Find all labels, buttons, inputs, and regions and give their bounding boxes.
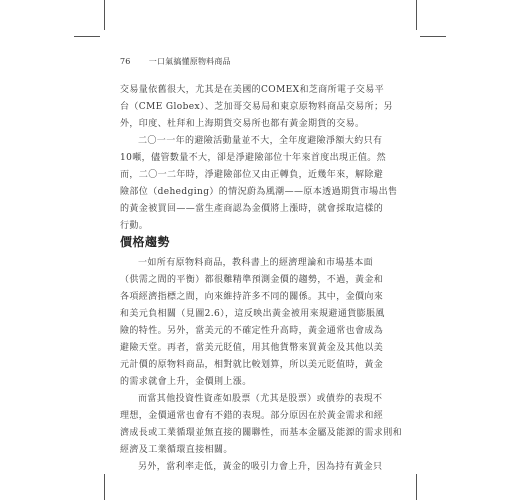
text-line: 險的特性。另外，當美元的不確定性升高時，黃金通常也會成為: [120, 326, 384, 336]
page-number: 76: [120, 57, 131, 66]
text-line: 交易量依舊很大，尤其是在美國的COMEX和芝商所電子交易平: [120, 85, 385, 95]
text-line: 經濟及工業循環直接相關。: [120, 445, 233, 455]
crop-mark-top-right-v: [416, 0, 417, 30]
crop-mark-bottom-right-v: [416, 474, 417, 500]
paragraph-block-2: [120, 255, 404, 476]
text-line: 一如所有原物料商品，教科書上的經濟理論和市場基本面: [138, 258, 374, 268]
text-line: 險部位（dehedging）的情況蔚為風潮——原本透過期貨市場出售: [120, 187, 398, 197]
crop-mark-top-right-h: [420, 36, 446, 37]
text-line: 10噸，儘管數量不大，卻是淨避險部位十年來首度出現正值。然: [120, 153, 387, 163]
text-line: 濟成長或工業循環並無直接的關聯性，而基本金屬及能源的需求則和: [120, 428, 403, 438]
text-line: 的需求就會上升，金價則上漲。: [120, 377, 252, 387]
text-line: 二〇一一年的避險活動量並不大，全年度避險淨額大約只有: [138, 136, 383, 146]
crop-mark-bottom-left-v: [104, 474, 105, 500]
text-line: 行動。: [120, 221, 149, 231]
text-line: 而，二〇一二年時，淨避險部位又由正轉負，近幾年來，解除避: [120, 170, 384, 180]
crop-mark-top-left-h: [74, 36, 100, 37]
text-line: 而當其他投資性資產如股票（尤其是股票）或債券的表現不: [138, 394, 383, 404]
book-title: 一口氣搞懂原物料商品: [148, 57, 231, 66]
running-header: [120, 56, 231, 67]
text-line: 各項經濟指標之間，向來維持許多不同的關係。其中，金價向來: [120, 292, 384, 302]
paragraph-block-1: [120, 82, 404, 235]
text-line: 和美元負相關（見圖2.6），這反映出黃金被用來規避通貨膨脹風: [120, 309, 385, 319]
text-line: 理想，金價通常也會有不錯的表現。部分原因在於黃金需求和經: [120, 411, 384, 421]
text-line: 台（CME Globex）、芝加哥交易局和東京原物料商品交易所；另: [120, 102, 393, 112]
text-line: 元計價的原物料商品，相對就比較划算，所以美元貶值時，黃金: [120, 360, 384, 370]
text-line: 外，印度、杜拜和上海期貨交易所也都有黃金期貨的交易。: [120, 119, 365, 129]
text-line: （供需之間的平衡）都很難精準預測金價的趨勢，不過，黃金和: [120, 275, 384, 285]
text-line: 避險天堂。再者，當美元貶值，用其他貨幣來買黃金及其他以美: [120, 343, 384, 353]
crop-mark-top-left-v: [104, 0, 105, 30]
section-heading: 價格趨勢: [120, 235, 171, 249]
text-line: 的黃金被買回——當生產商認為金價將上漲時，就會採取這樣的: [120, 204, 384, 214]
text-line: 另外，當利率走低，黃金的吸引力會上升，因為持有黃金只: [138, 462, 383, 472]
